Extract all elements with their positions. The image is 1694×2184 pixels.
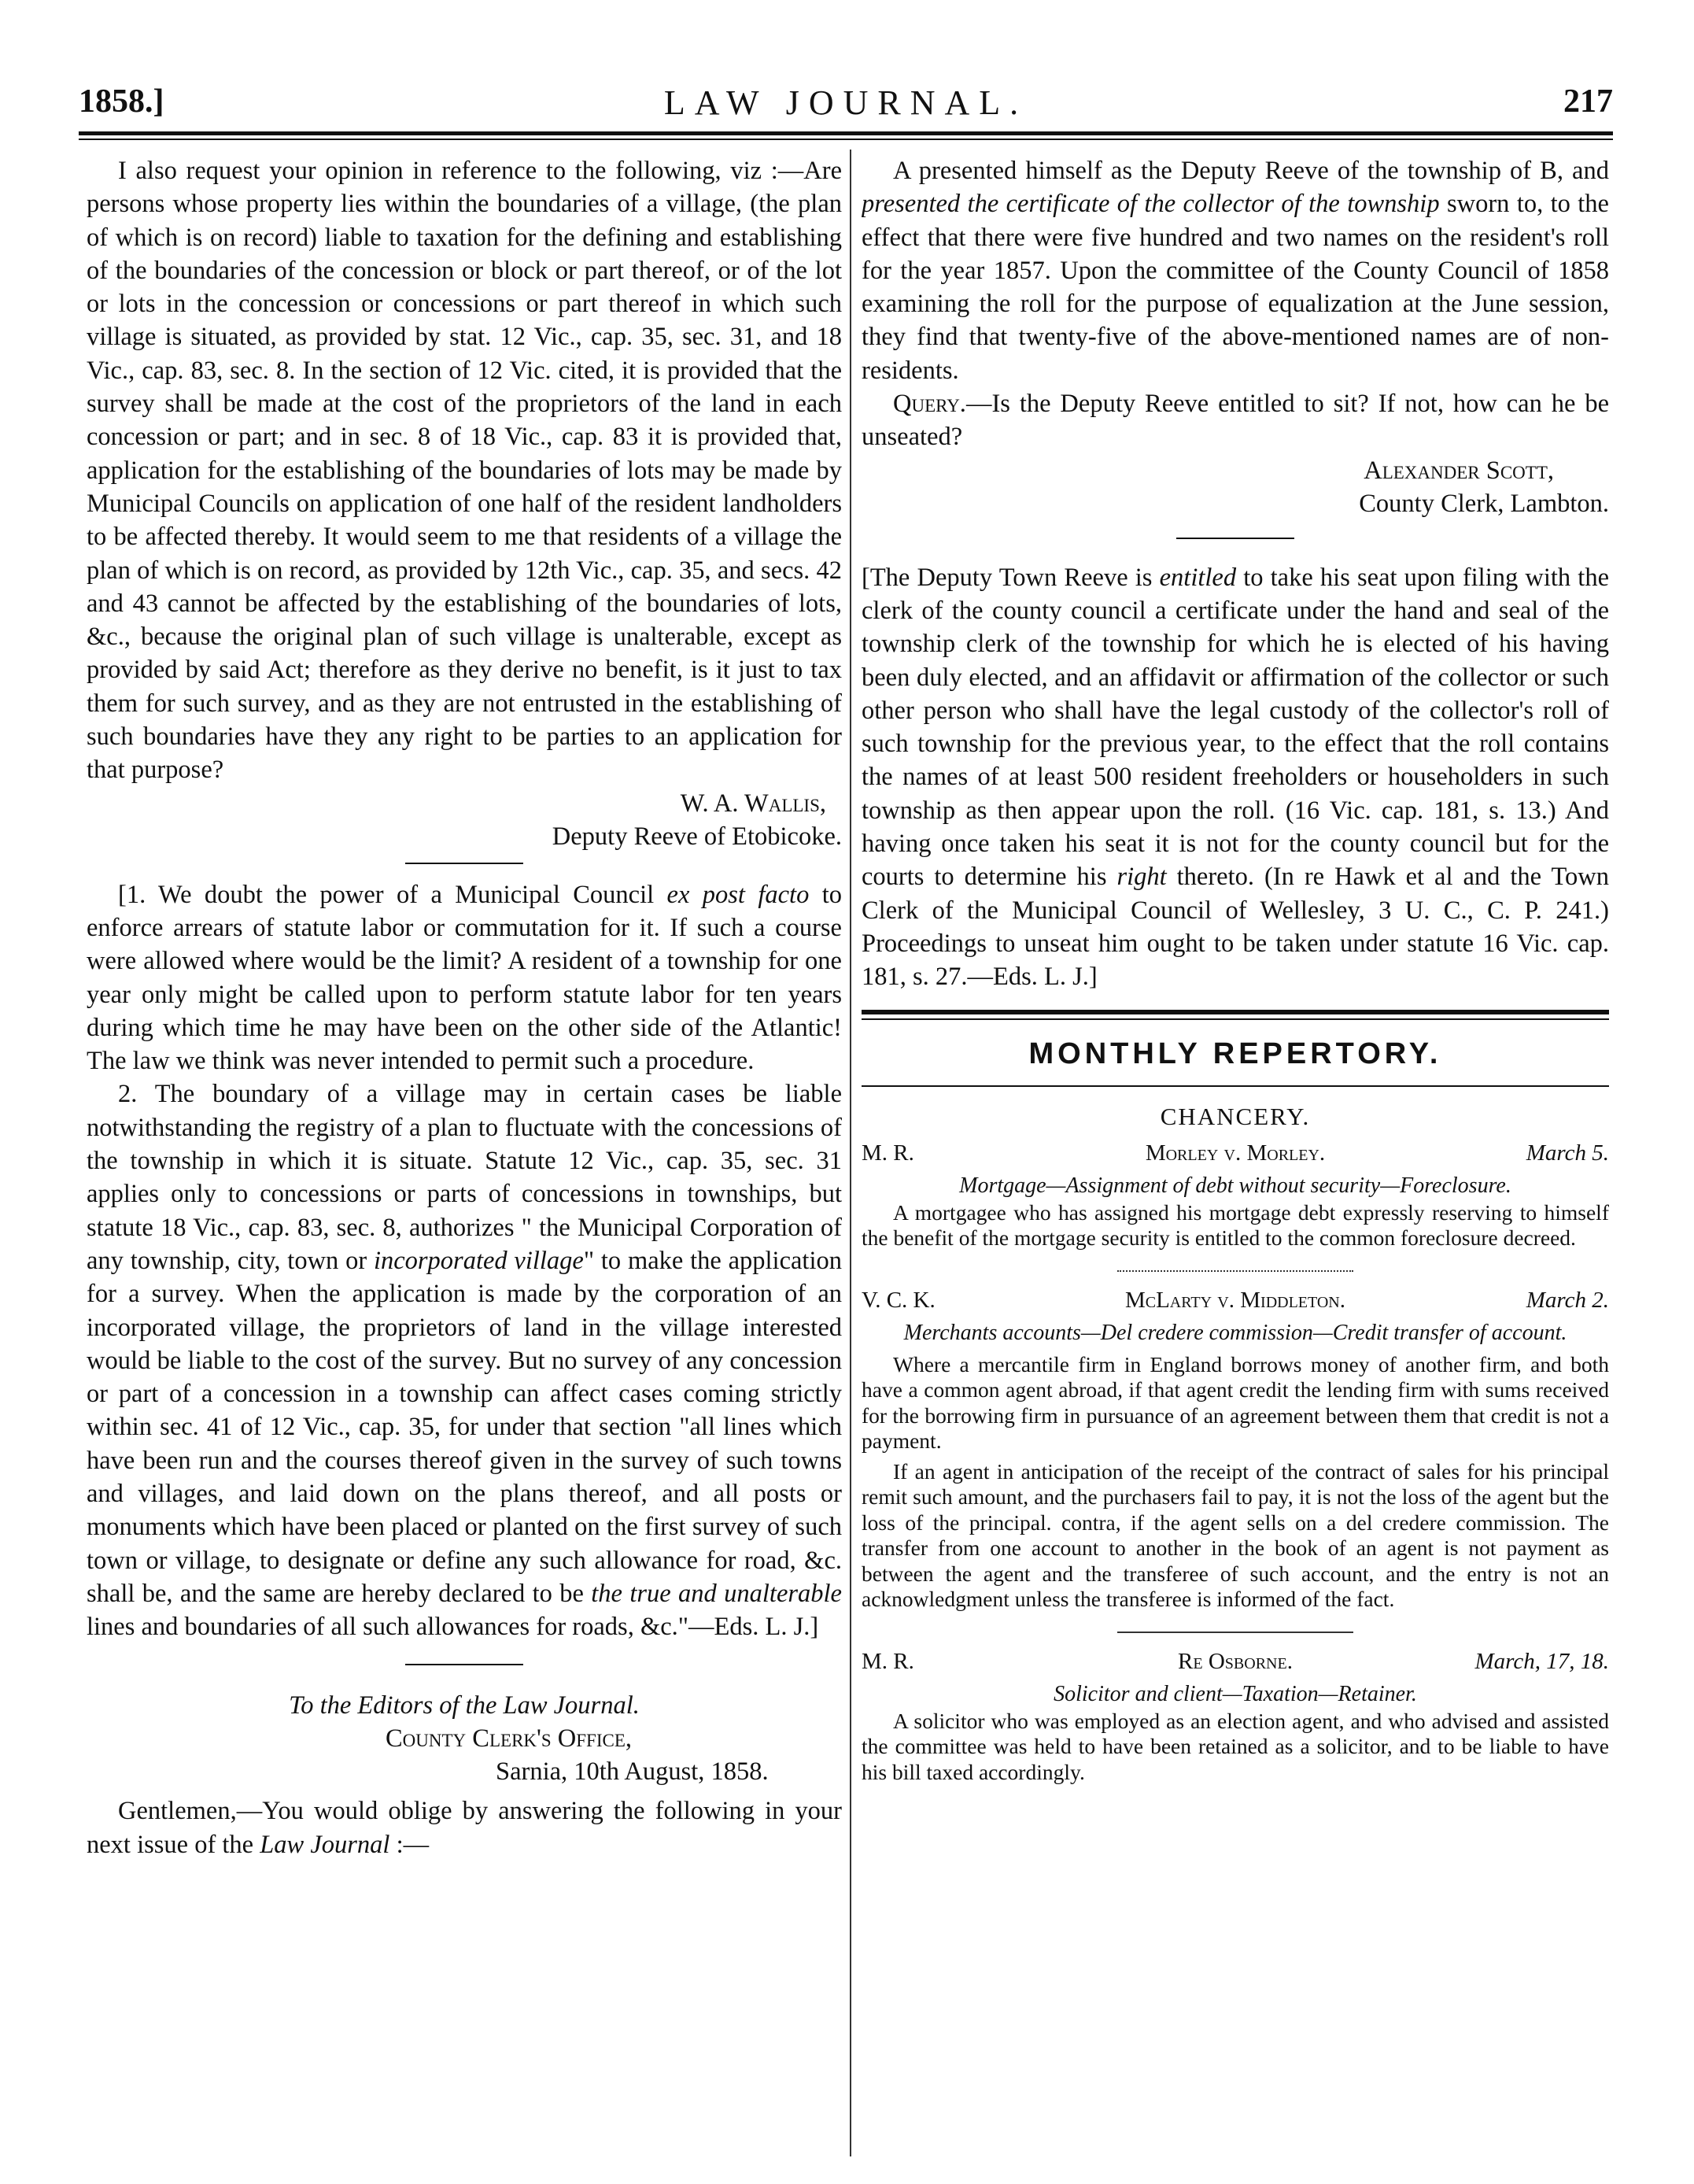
letter-place-date: Sarnia, 10th August, 1858. <box>496 1757 769 1787</box>
editor-note-1: [1. We doubt the power of a Municipal Council ex post facto to enforce arrears of statute labor or commutation for it. If such a course were allowed where would be the limit? A resident of a township for one year only might be called upon to perform statute labor for ten years during which time he may have been on the other side of the Atlantic! The law we think was never intended to permit such a procedure. <box>87 880 842 1076</box>
page-header <box>79 83 1613 130</box>
case-headnote: Solicitor and client—Taxation—Retainer. <box>1054 1681 1417 1706</box>
case-court: M. R. <box>862 1140 914 1166</box>
case-name: McLarty v. Middleton. <box>1124 1287 1346 1313</box>
case-court: M. R. <box>862 1648 914 1674</box>
separator-rule <box>405 863 523 864</box>
left-column <box>87 154 842 2153</box>
repertory-rule-under <box>862 1085 1609 1087</box>
case-body: If an agent in anticipation of the receipt of the contract of sales for his principal remit such amount, and the purchasers fail to pay, it is not the loss of the agent but the loss of the principal. contra, if the agent sells on a del credere commission. The transfer from one account to another in the book of an agent is not payment as between the agent and the transferee of such account, and the entry is not an acknowledgment unless the transferee is informed of the fact. <box>862 1458 1609 1612</box>
signature-name: W. A. Wallis, <box>680 789 826 818</box>
letter-salutation: Gentlemen,—You would oblige by answering the following in your next issue of the Law Journal :— <box>87 1797 842 1859</box>
case-entry <box>862 1288 1609 1613</box>
case-name: Re Osborne. <box>1178 1648 1293 1674</box>
query-question: Query.—Is the Deputy Reeve entitled to sit? If not, how can he be unseated? <box>862 390 1609 452</box>
section-title: CHANCERY. <box>1160 1102 1311 1130</box>
editor-answer: [The Deputy Town Reeve is entitled to take his seat upon filing with the clerk of the county council a certificate under the hand and seal of the township clerk of the township for which he is elected of his having been duly elected, and an affidavit or affirmation of the collector or such other person who shall have the legal custody of the collector's roll of such township for the previous year, to the effect that the roll contains the names of at least 500 resident freeholders or householders in such township as then appear upon the roll. (16 Vic. cap. 181, s. 13.) And having once taken his seat it is not for the county council but for the courts to determine his right thereto. (In re Hawk et al and the Town Clerk of the Municipal Council of Wellesley, 3 U. C., C. P. 241.) Proceedings to unseat him ought to be taken under statute 16 Vic. cap. 181, s. 27.—Eds. L. J.] <box>862 563 1609 992</box>
header-rule-thick <box>79 131 1613 135</box>
case-name: Morley v. Morley. <box>1145 1140 1326 1166</box>
case-headnote: Mortgage—Assignment of debt without security—Foreclosure. <box>959 1173 1511 1198</box>
case-body: A mortgagee who has assigned his mortgage debt expressly reserving to himself the benefit of the mortgage security is entitled to the common foreclosure decreed. <box>862 1199 1609 1251</box>
case-separator <box>1117 1270 1353 1272</box>
letter-paragraph: I also request your opinion in reference to the following, viz :—Are persons whose property lies within the boundaries of a village, (the plan of which is on record) liable to taxation for the defining and establishing of the boundaries of the concession or block or part thereof, or of the lot or lots in the concession or concessions or part thereof in which such village is situated, as provided by stat. 12 Vic., cap. 35, sec. 31, and 18 Vic., cap. 83, sec. 8. In the section of 12 Vic. cited, it is provided that the survey shall be made at the cost of the proprietors of the land in each concession or part; and in sec. 8 of 18 Vic., cap. 83 it is provided that, application for the establishing of the boundaries of lots may be made by Municipal Councils on application of one half of the resident landholders to be affected thereby. It would seem to me that residents of a village the plan of which is on record, as provided by 12th Vic., cap. 35, and secs. 42 and 43 cannot be affected by the establishing of the boundaries of lots, &c., because the original plan of such village is unalterable, except as provided by said Act; therefore as they derive no benefit, is it just to tax them for such survey, and as they are not entrusted in the establishing of such boundaries have they any right to be parties to an application for that purpose? <box>87 157 842 785</box>
query-paragraph: A presented himself as the Deputy Reeve of the township of B, and presented the certificate of the collector of the township sworn to, to the effect that there were five hundred and two names on the resident's roll for the year 1857. Upon the committee of the County Council of 1858 examining the roll for the purpose of equalization at the June session, they find that twenty-five of the above-mentioned names are of non-residents. <box>862 157 1609 385</box>
case-separator <box>1117 1632 1353 1633</box>
case-date: March 5. <box>1526 1140 1609 1166</box>
column-divider <box>850 150 851 2156</box>
letter-office: County Clerk's Office, <box>386 1724 633 1753</box>
right-column <box>862 154 1609 2153</box>
repertory-rule-thin <box>862 1018 1609 1020</box>
case-entry <box>862 1649 1609 1786</box>
case-header <box>862 1649 1609 1680</box>
case-date: March, 17, 18. <box>1474 1648 1609 1674</box>
editor-note-2: 2. The boundary of a village may in certain cases be liable notwithstanding the registry of a plan to fluctuate with the concessions of the township in which it is situate. Statute 12 Vic., cap. 35, sec. 31 applies only to concessions or parts of concessions in townships, but statute 18 Vic., cap. 83, sec. 8, authorizes " the Municipal Corporation of any township, city, town or incorporated village" to make the application for a survey. When the application is made by the corporation of an incorporated village, the proprietors of land in the village interested would be liable to the cost of the survey. But no survey of any concession or part of a concession in a township can affect cases coming strictly within sec. 41 of 12 Vic., cap. 35, for under that section "all lines which have been run and the courses thereof given in the survey of such towns and villages, and laid down on the plans thereof, and all posts or monuments which have been placed or planted on the first survey of such town or village, to designate or define any such allowance for road, &c. shall be, and the same are hereby declared to be the true and unalterable lines and boundaries of all such allowances for roads, &c."—Eds. L. J.] <box>87 1080 842 1642</box>
page-number: 217 <box>1563 83 1613 120</box>
header-year: 1858.] <box>79 83 164 120</box>
signature-title: County Clerk, Lambton. <box>1359 489 1609 518</box>
journal-title: LAW JOURNAL. <box>663 83 1028 122</box>
header-rule-thin <box>79 139 1613 140</box>
repertory-title: MONTHLY REPERTORY. <box>1028 1037 1442 1070</box>
case-date: March 2. <box>1526 1287 1609 1313</box>
signature-name: Alexander Scott, <box>1364 456 1554 485</box>
case-court: V. C. K. <box>862 1287 936 1313</box>
repertory-rule-thick <box>862 1010 1609 1014</box>
signature-title: Deputy Reeve of Etobicoke. <box>552 822 842 851</box>
separator-rule <box>1176 538 1294 539</box>
case-headnote: Merchants accounts—Del credere commission—Credit transfer of account. <box>903 1320 1567 1345</box>
letter-addressee: To the Editors of the Law Journal. <box>289 1691 640 1720</box>
case-body: Where a mercantile firm in England borrows money of another firm, and both have a common agent abroad, if that agent credit the lending firm with sums received for the borrowing firm in pursuance of an agreement between them that credit is not a payment. <box>862 1351 1609 1454</box>
separator-rule <box>405 1664 523 1665</box>
case-body: A solicitor who was employed as an election agent, and who advised and assisted the committee was held to have been retained as a solicitor, and to be liable to have his bill taxed accordingly. <box>862 1708 1609 1784</box>
case-entry <box>862 1140 1609 1251</box>
case-header <box>862 1288 1609 1319</box>
case-header <box>862 1140 1609 1172</box>
